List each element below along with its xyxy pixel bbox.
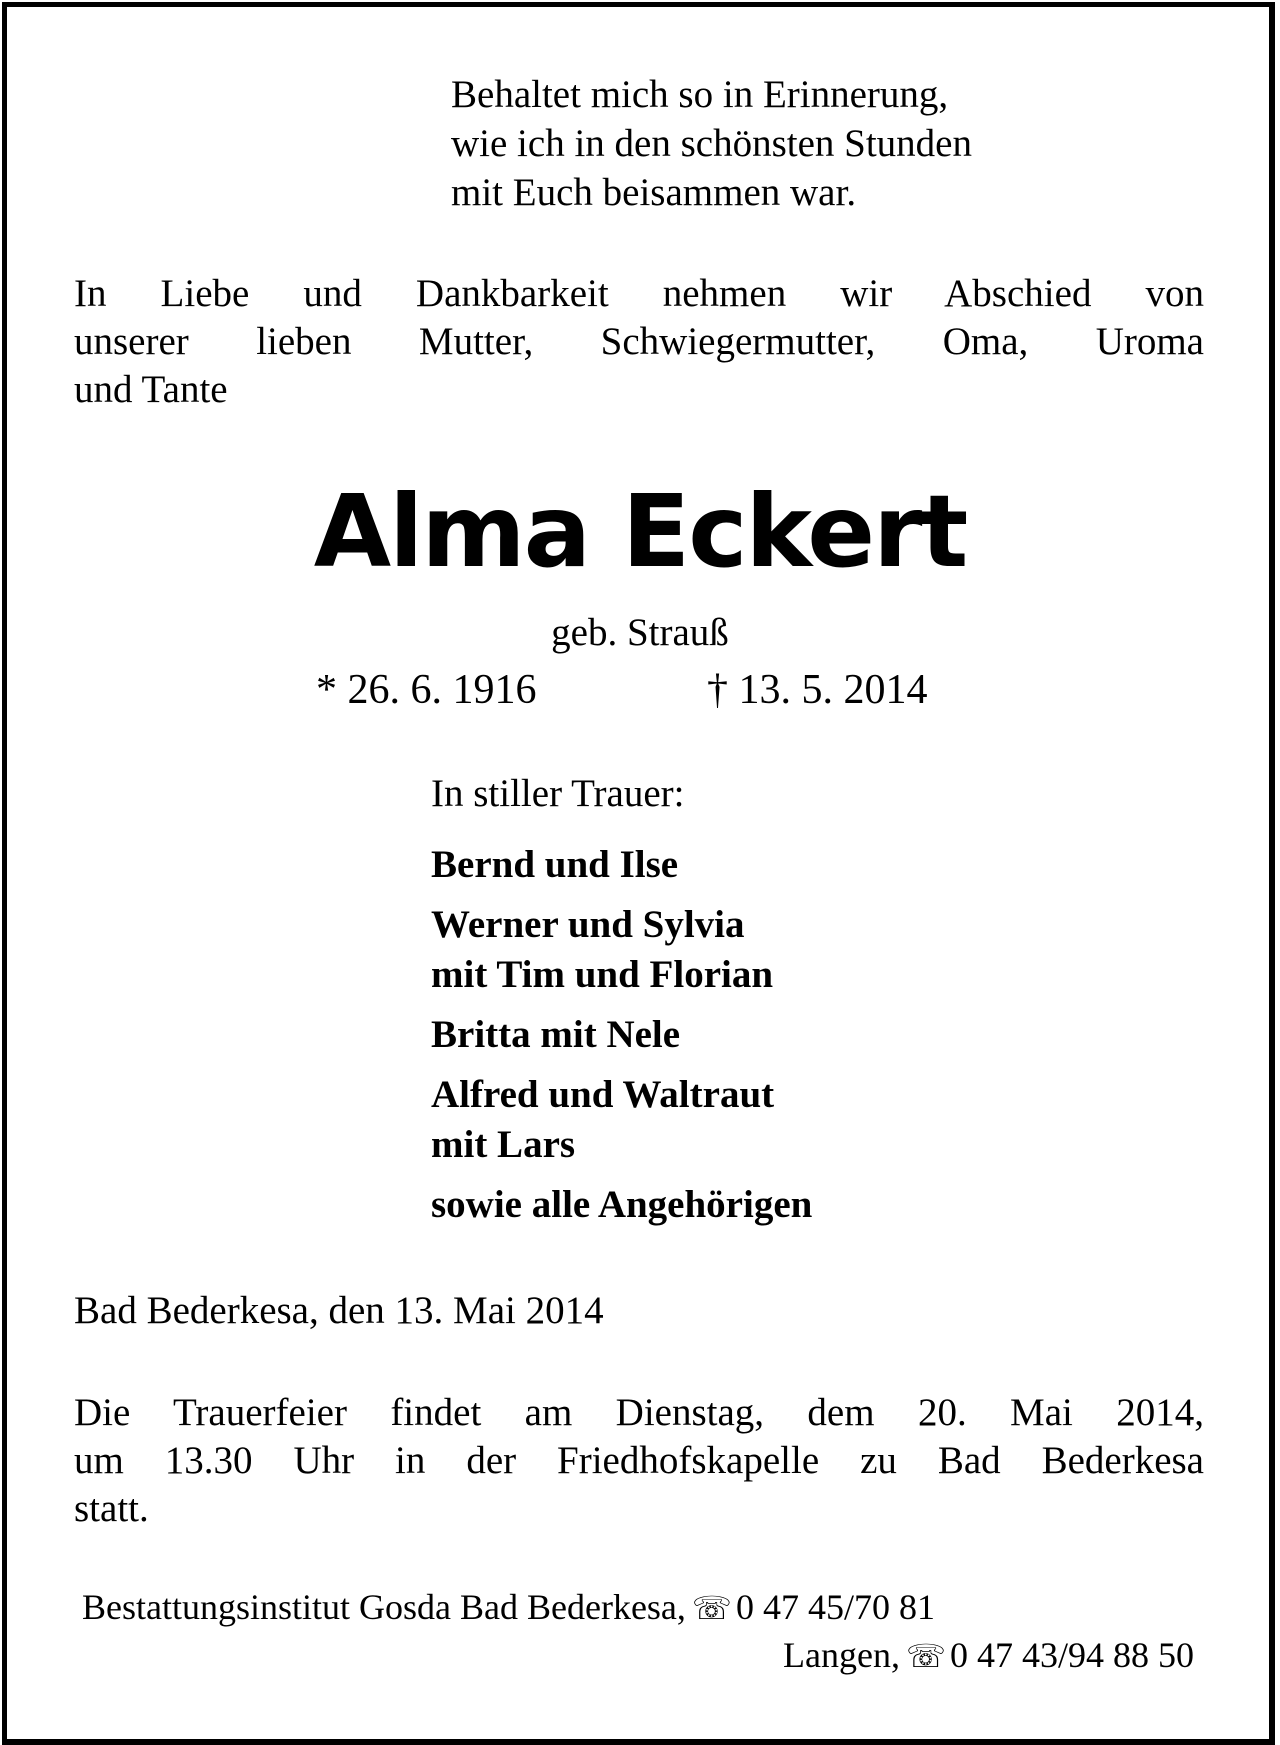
- mourner-group: [431, 838, 812, 892]
- undertaker-line-2: [783, 1632, 1194, 1679]
- service-paragraph: [74, 1389, 1204, 1533]
- mourner-group: [431, 1008, 812, 1062]
- undertaker-phone: 0 47 43/94 88 50: [949, 1635, 1194, 1675]
- mourner-group: [431, 1068, 812, 1172]
- mourner-line: Alfred und Waltraut: [431, 1073, 775, 1116]
- mourner-line: mit Tim und Florian: [431, 953, 774, 996]
- mourner-line: sowie alle Angehörigen: [431, 1183, 813, 1226]
- undertaker-branch: Langen,: [783, 1635, 900, 1675]
- mourner-line: Britta mit Nele: [431, 1013, 681, 1056]
- mourner-group: [431, 1178, 812, 1232]
- telephone-icon: ☏: [691, 1589, 732, 1627]
- intro-line: In Liebe und Dankbarkeit nehmen wir Abschied von: [74, 272, 1204, 315]
- place-and-date: Bad Bederkesa, den 13. Mai 2014: [74, 1289, 604, 1332]
- mourner-group: [431, 898, 812, 1002]
- death-date: † 13. 5. 2014: [707, 667, 928, 713]
- undertaker-phone: 0 47 45/70 81: [735, 1587, 935, 1627]
- telephone-icon: ☏: [905, 1637, 946, 1675]
- mourning-heading: In stiller Trauer:: [431, 772, 685, 815]
- mourner-line: Werner und Sylvia: [431, 903, 745, 946]
- poem-line: wie ich in den schönsten Stunden: [451, 122, 972, 165]
- deceased-name: Alma Eckert: [313, 473, 967, 590]
- service-line: statt.: [74, 1487, 149, 1530]
- service-line: Die Trauerfeier findet am Dienstag, dem 20. Mai 2014,: [74, 1391, 1204, 1434]
- intro-paragraph: [74, 270, 1204, 414]
- poem-line: Behaltet mich so in Erinnerung,: [451, 73, 949, 116]
- poem-line: mit Euch beisammen war.: [451, 171, 857, 214]
- undertaker-name: Bestattungsinstitut Gosda Bad Bederkesa,: [82, 1587, 686, 1627]
- maiden-name: geb. Strauß: [551, 611, 729, 654]
- mourners-list: [431, 838, 812, 1238]
- intro-line: unserer lieben Mutter, Schwiegermutter, Oma, Uroma: [74, 320, 1204, 363]
- undertaker-line-1: [82, 1584, 935, 1631]
- birth-date: * 26. 6. 1916: [316, 667, 537, 713]
- poem: [451, 70, 972, 217]
- mourner-line: Bernd und Ilse: [431, 843, 679, 886]
- mourner-line: mit Lars: [431, 1123, 576, 1166]
- intro-line: und Tante: [74, 368, 228, 411]
- service-line: um 13.30 Uhr in der Friedhofskapelle zu Bad Bederkesa: [74, 1439, 1204, 1482]
